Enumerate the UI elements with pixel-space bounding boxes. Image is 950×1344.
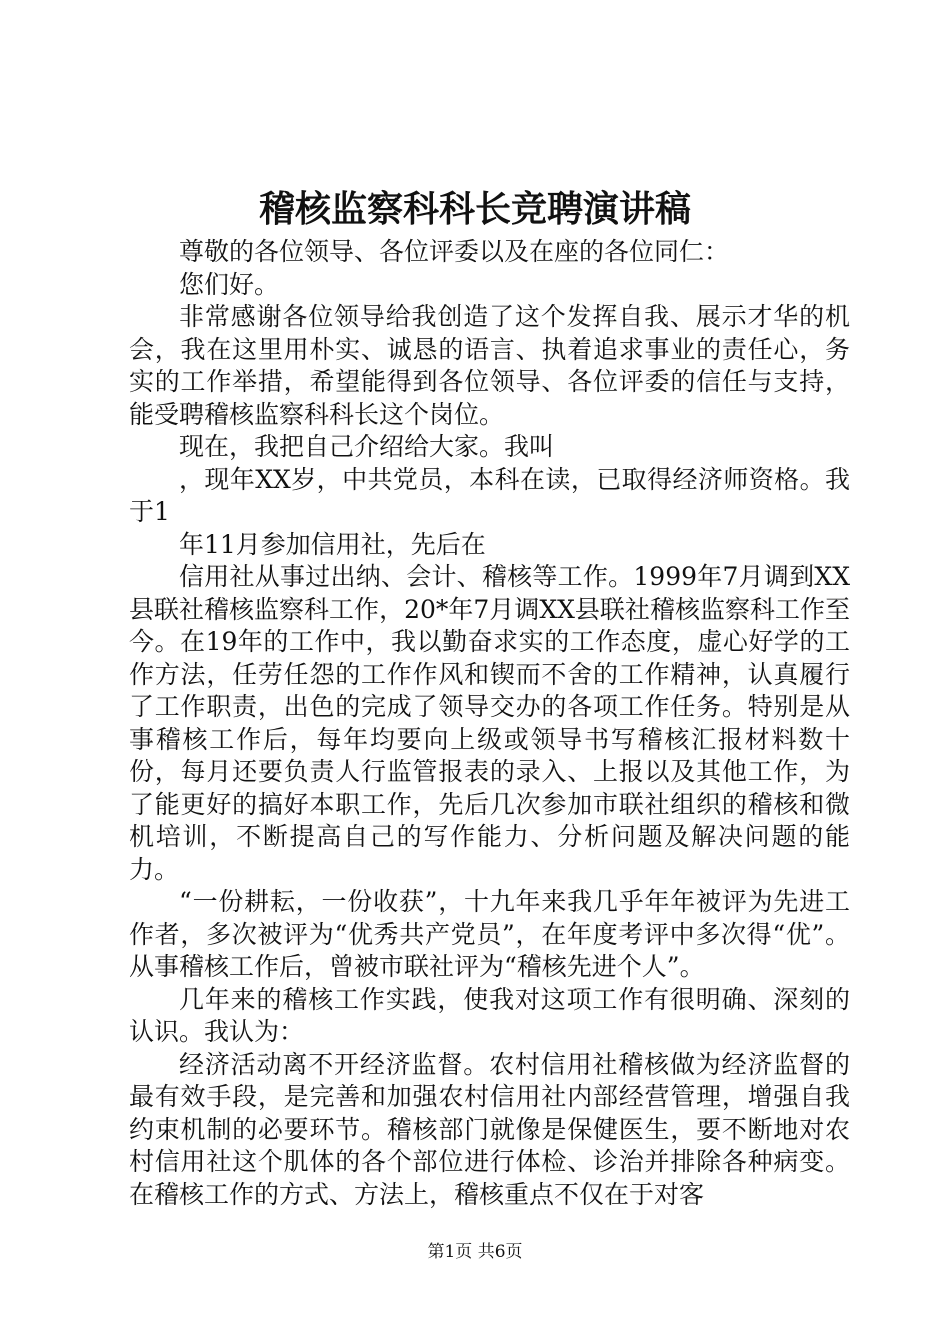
paragraph-understanding: 几年来的稽核工作实践，使我对这项工作有很明确、深刻的认识。我认为： (129, 984, 850, 1046)
document-title: 稽核监察科科长竞聘演讲稿 (258, 188, 691, 230)
paragraph-supervision: 经济活动离不开经济监督。农村信用社稽核做为经济监督的最有效手段，是完善和加强农村信用社内部经营管理，增强自我约束机制的必要环节。稽核部门就像是保健医生，要不断地对农村信用社这个肌体的各个部位进行体检、诊治并排除各种病变。在稽核工作的方式、方法上，稽核重点不仅在于对客 (129, 1049, 850, 1209)
paragraph-career: 信用社从事过出纳、会计、稽核等工作。1999年7月调到XX县联社稽核监察科工作，20*年7月调XX县联社稽核监察科工作至今。在19年的工作中，我以勤奋求实的工作态度，虚心好学的工作方法，任劳任怨的工作作风和锲而不舍的工作精神，认真履行了工作职责，出色的完成了领导交办的各项工作任务。特别是从事稽核工作后，每年均要向上级或领导书写稽核汇报材料数十份，每月还要负责人行监管报表的录入、上报以及其他工作，为了能更好的搞好本职工作，先后几次参加市联社组织的稽核和微机培训，不断提高自己的写作能力、分析问题及解决问题的能力。 (129, 562, 850, 884)
paragraph-honors: “一份耕耘，一份收获”，十九年来我几乎年年被评为先进工作者，多次被评为“优秀共产党员”，在年度考评中多次得“优”。从事稽核工作后，曾被市联社评为“稽核先进个人”。 (129, 887, 850, 981)
salutation: 尊敬的各位领导、各位评委以及在座的各位同仁： (179, 237, 730, 266)
document-body (129, 236, 850, 1211)
greeting: 您们好。 (179, 269, 280, 299)
page-footer: 第1页 共6页 (427, 1242, 523, 1262)
paragraph-intro: 现在，我把自己介绍给大家。我叫 (179, 432, 555, 461)
paragraph-joined: 年11月参加信用社，先后在 (179, 529, 486, 559)
paragraph-age: ，现年XX岁，中共党员，本科在读，已取得经济师资格。我于1 (129, 464, 850, 526)
paragraph-thanks: 非常感谢各位领导给我创造了这个发挥自我、展示才华的机会，我在这里用朴实、诚恳的语言、执着追求事业的责任心，务实的工作举措，希望能得到各位领导、各位评委的信任与支持，能受聘稽核监察科科长这个岗位。 (129, 302, 850, 429)
